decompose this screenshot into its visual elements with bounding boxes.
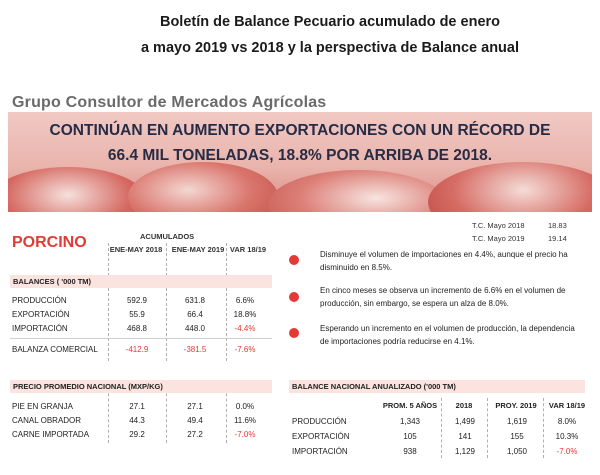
- exchange-rate-value: 18.83: [548, 221, 567, 230]
- column-header: VAR 18/19: [229, 245, 267, 254]
- annual-proy-value: 1,619: [506, 417, 528, 426]
- balance-value-2018: -412.9: [125, 345, 149, 354]
- column-header: ENE-MAY 2019: [171, 245, 225, 254]
- balance-value-2018: 592.9: [126, 296, 148, 305]
- balance-value-2019: 66.4: [187, 310, 203, 319]
- annual-2018-value: 1,129: [454, 447, 476, 456]
- exchange-rate-label: T.C. Mayo 2019: [472, 234, 525, 243]
- balance-variation: 6.6%: [235, 296, 255, 305]
- price-value-2018: 29.2: [129, 430, 145, 439]
- bulletin-title-line1: Boletín de Balance Pecuario acumulado de enero: [159, 14, 501, 30]
- bullet-dot: [289, 328, 299, 338]
- annual-2018-value: 141: [458, 432, 472, 441]
- annual-column-header: PROM. 5 AÑOS: [382, 401, 438, 410]
- price-row-label: CARNE IMPORTADA: [12, 430, 90, 439]
- price-variation: 0.0%: [235, 402, 255, 411]
- bullet-dot: [289, 292, 299, 302]
- price-variation: -7.0%: [234, 430, 256, 439]
- balance-value-2018: 468.8: [126, 324, 148, 333]
- bulletin-title-line2: a mayo 2019 vs 2018 y la perspectiva de Balance anual: [140, 40, 520, 56]
- balance-value-2018: 55.9: [129, 310, 145, 319]
- price-row-label: CANAL OBRADOR: [12, 416, 82, 425]
- column-divider: [108, 243, 109, 361]
- balance-variation: -4.4%: [234, 324, 256, 333]
- balance-row-label: BALANZA COMERCIAL: [12, 345, 98, 354]
- headline-banner: [8, 112, 592, 212]
- price-value-2019: 27.1: [187, 402, 203, 411]
- accumulated-label: ACUMULADOS: [140, 232, 195, 241]
- balances-heading: BALANCES ( '000 TM): [10, 275, 272, 288]
- meat-image-piece: [268, 170, 448, 212]
- headline-line1: CONTINÚAN EN AUMENTO EXPORTACIONES CON UN RÉCORD DE: [49, 122, 551, 139]
- species-title: PORCINO: [12, 234, 87, 251]
- exchange-rate-label: T.C. Mayo 2018: [472, 221, 525, 230]
- bullet-text: Esperando un incremento en el volumen de producción, la dependencia de importaciones podría reducirse en 4.1%.: [320, 324, 575, 346]
- price-value-2019: 49.4: [187, 416, 203, 425]
- bullet-text: En cinco meses se observa un incremento de 6.6% en el volumen de producción, sin embargo, se espera un alza de 8.0%.: [320, 286, 566, 308]
- annual-prom-value: 105: [403, 432, 417, 441]
- balance-value-2019: 631.8: [184, 296, 206, 305]
- annual-proy-value: 155: [510, 432, 524, 441]
- balance-variation: -7.6%: [234, 345, 256, 354]
- exchange-rate-value: 19.14: [548, 234, 567, 243]
- annual-variation: -7.0%: [556, 447, 578, 456]
- price-variation: 11.6%: [233, 416, 257, 425]
- column-divider: [166, 243, 167, 361]
- meat-image-piece: [428, 162, 592, 212]
- row-divider: [10, 338, 272, 339]
- group-name: Grupo Consultor de Mercados Agrícolas: [12, 94, 327, 111]
- balance-value-2019: -381.5: [183, 345, 207, 354]
- annual-prom-value: 1,343: [399, 417, 421, 426]
- balance-row-label: IMPORTACIÓN: [12, 324, 68, 333]
- bullet-dot: [289, 255, 299, 265]
- annual-row-label: EXPORTACIÓN: [292, 432, 350, 441]
- column-header: ENE-MAY 2018: [109, 245, 163, 254]
- annual-variation: 8.0%: [557, 417, 577, 426]
- annual-column-header: 2018: [455, 401, 473, 410]
- price-value-2018: 27.1: [129, 402, 145, 411]
- headline-line2: 66.4 MIL TONELADAS, 18.8% POR ARRIBA DE 2018.: [107, 147, 493, 164]
- bullet-text: Disminuye el volumen de importaciones en 4.4%, aunque el precio ha disminuido en 8.5%.: [320, 250, 568, 272]
- balance-row-label: EXPORTACIÓN: [12, 310, 70, 319]
- price-value-2018: 44.3: [129, 416, 145, 425]
- annual-variation: 10.3%: [555, 432, 579, 441]
- annual-column-header: VAR 18/19: [548, 401, 586, 410]
- annual-column-header: PROY. 2019: [495, 401, 537, 410]
- balance-row-label: PRODUCCIÓN: [12, 296, 67, 305]
- price-row-label: PIE EN GRANJA: [12, 402, 73, 411]
- annual-prom-value: 938: [403, 447, 417, 456]
- balance-variation: 18.8%: [233, 310, 257, 319]
- annual-proy-value: 1,050: [506, 447, 528, 456]
- annual-row-label: IMPORTACIÓN: [292, 447, 348, 456]
- annual-2018-value: 1,499: [454, 417, 476, 426]
- meat-image-piece: [8, 167, 148, 212]
- meat-image-piece: [128, 162, 278, 212]
- prices-heading: PRECIO PROMEDIO NACIONAL (MXP/KG): [10, 380, 272, 393]
- price-value-2019: 27.2: [187, 430, 203, 439]
- annual-balance-heading: BALANCE NACIONAL ANUALIZADO ('000 TM): [289, 380, 585, 393]
- annual-row-label: PRODUCCIÓN: [292, 417, 347, 426]
- balance-value-2019: 448.0: [184, 324, 206, 333]
